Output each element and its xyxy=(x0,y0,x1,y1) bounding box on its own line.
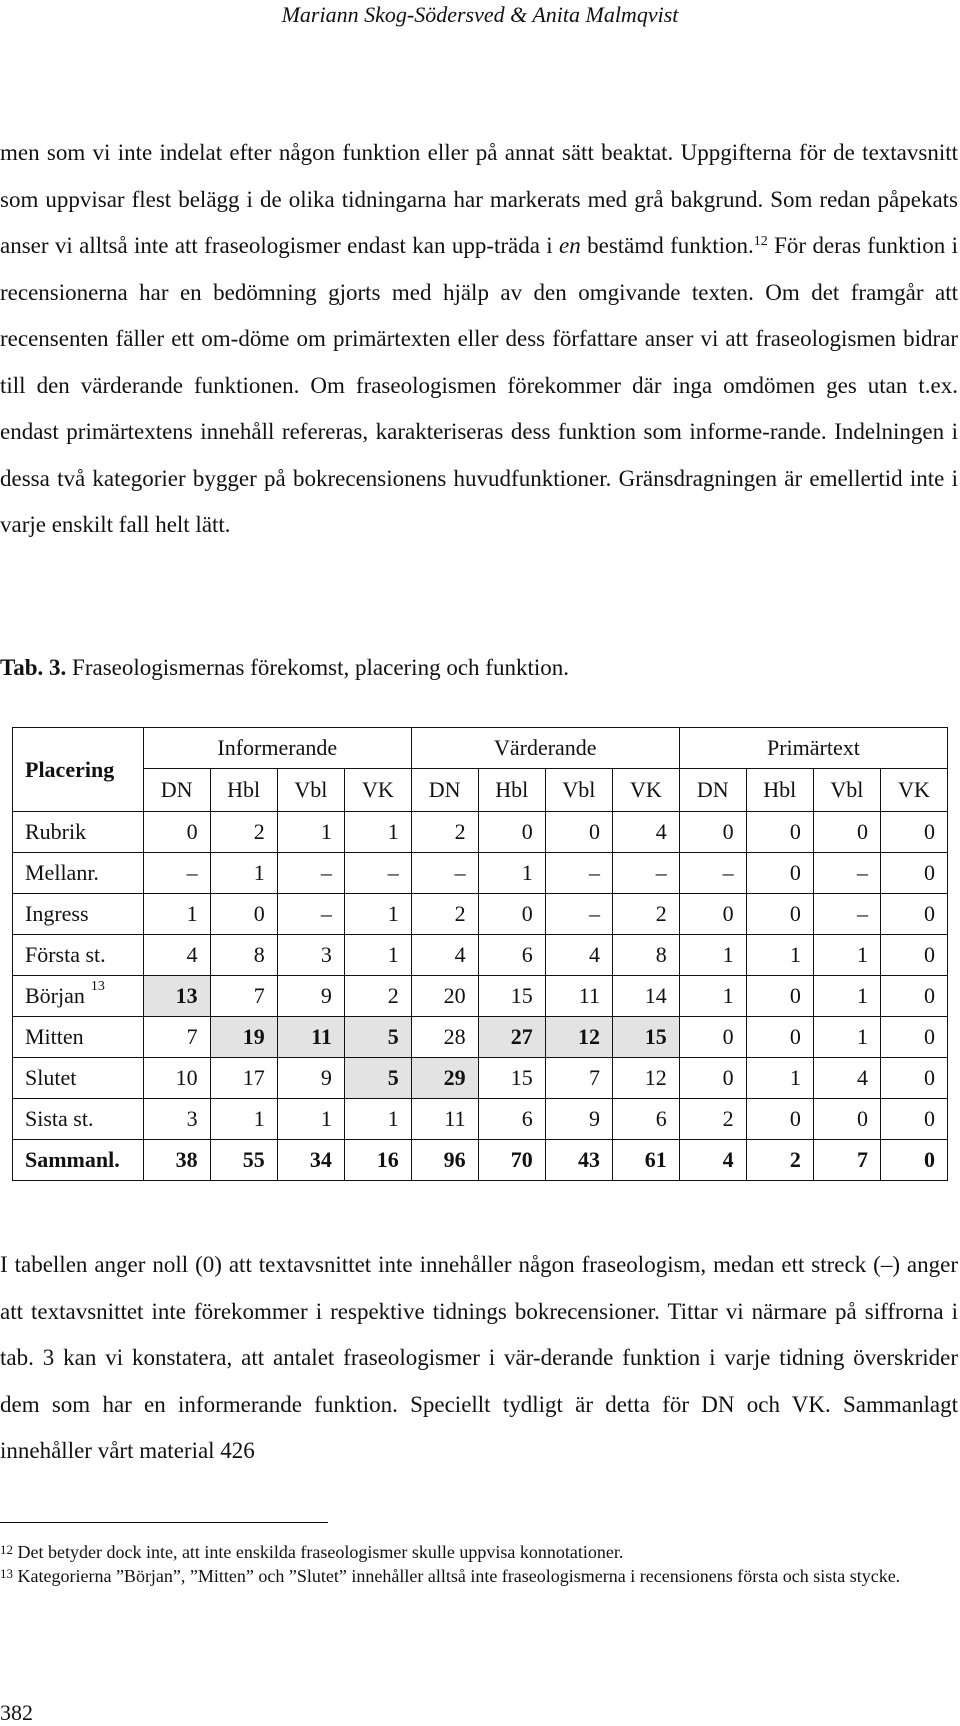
table-cell: 12 xyxy=(612,1058,679,1099)
table-cell: 2 xyxy=(746,1140,813,1181)
table-cell: 4 xyxy=(679,1140,746,1181)
subhead: Hbl xyxy=(746,769,813,812)
row-label xyxy=(13,935,144,976)
table-cell: 38 xyxy=(143,1140,210,1181)
table-cell: 0 xyxy=(880,853,947,894)
table-cell: 2 xyxy=(411,812,478,853)
row-label xyxy=(13,812,144,853)
table-cell: 34 xyxy=(277,1140,344,1181)
table-cell: 6 xyxy=(478,1099,545,1140)
row-label-text: Sammanl. xyxy=(25,1147,120,1172)
table-cell: 0 xyxy=(880,1017,947,1058)
table-cell: 1 xyxy=(344,1099,411,1140)
table-cell: 1 xyxy=(813,1017,880,1058)
table-row xyxy=(13,1017,948,1058)
table-row xyxy=(13,812,948,853)
table-cell: 4 xyxy=(143,935,210,976)
table-cell: 1 xyxy=(210,1099,277,1140)
table-caption-text: Fraseologismernas förekomst, placering och funktion. xyxy=(66,655,569,680)
table-cell: 1 xyxy=(679,935,746,976)
table-cell: 15 xyxy=(478,1058,545,1099)
table-cell: 96 xyxy=(411,1140,478,1181)
table-cell: 6 xyxy=(478,935,545,976)
table-cell: 3 xyxy=(143,1099,210,1140)
placering-header: Placering xyxy=(13,728,144,812)
row-label xyxy=(13,1099,144,1140)
table-cell: 70 xyxy=(478,1140,545,1181)
row-label xyxy=(13,1017,144,1058)
table-cell: – xyxy=(612,853,679,894)
table-cell: 27 xyxy=(478,1017,545,1058)
table-cell: 1 xyxy=(478,853,545,894)
row-label-text: Början xyxy=(25,983,85,1008)
table-row xyxy=(13,976,948,1017)
table-cell: 13 xyxy=(143,976,210,1017)
table-cell: 1 xyxy=(143,894,210,935)
table-cell: 1 xyxy=(746,935,813,976)
table-cell: – xyxy=(277,894,344,935)
table-row xyxy=(13,935,948,976)
table-cell: 61 xyxy=(612,1140,679,1181)
subhead: Hbl xyxy=(478,769,545,812)
table-cell: – xyxy=(813,894,880,935)
footnote-13 xyxy=(0,1564,958,1588)
table-cell: 11 xyxy=(545,976,612,1017)
table-cell: 1 xyxy=(813,976,880,1017)
row-label xyxy=(13,976,144,1017)
table-cell: 0 xyxy=(813,812,880,853)
table-cell: 0 xyxy=(679,1058,746,1099)
subhead: DN xyxy=(679,769,746,812)
table-cell: – xyxy=(679,853,746,894)
body-paragraph-1 xyxy=(0,130,958,549)
table-cell: 2 xyxy=(679,1099,746,1140)
para1-text-a: men som vi inte indelat efter någon funktion eller på annat sätt beaktat. Uppgifterna för de textavsnitt som uppvisar flest belägg i de olika tidningarna har markerats med grå bakgrund. Som redan påpekats anser vi alltså inte att fraseologismer endast kan upp-träda i xyxy=(0,140,958,258)
row-label-text: Mellanr. xyxy=(25,860,99,885)
table-cell: 4 xyxy=(411,935,478,976)
table-cell: 55 xyxy=(210,1140,277,1181)
table-caption-label: Tab. 3. xyxy=(0,655,67,680)
table-cell: 5 xyxy=(344,1017,411,1058)
table-header-row-papers xyxy=(13,769,948,812)
table-cell: 19 xyxy=(210,1017,277,1058)
table-cell: 0 xyxy=(746,894,813,935)
para1-text-b: bestämd funktion. xyxy=(580,233,754,258)
table-cell: 4 xyxy=(612,812,679,853)
table-cell: 1 xyxy=(679,976,746,1017)
footnote-12 xyxy=(0,1540,958,1564)
table-cell: 1 xyxy=(277,1099,344,1140)
row-label-text: Rubrik xyxy=(25,819,87,844)
table-cell: 2 xyxy=(411,894,478,935)
row-label xyxy=(13,1058,144,1099)
table-cell: 20 xyxy=(411,976,478,1017)
table-cell: 1 xyxy=(277,812,344,853)
table-cell: 8 xyxy=(210,935,277,976)
table-cell: 2 xyxy=(612,894,679,935)
table-cell: 7 xyxy=(210,976,277,1017)
table-cell: 3 xyxy=(277,935,344,976)
table-cell: 7 xyxy=(143,1017,210,1058)
table-cell: 2 xyxy=(344,976,411,1017)
table-cell: 0 xyxy=(746,853,813,894)
para1-italic-en: en xyxy=(559,233,581,258)
table-cell: 0 xyxy=(746,976,813,1017)
footnote-ref-12[interactable]: 12 xyxy=(753,234,768,249)
table-cell: 0 xyxy=(880,812,947,853)
table-cell: – xyxy=(545,853,612,894)
table-cell: 11 xyxy=(411,1099,478,1140)
table-cell: 4 xyxy=(545,935,612,976)
table-cell: 28 xyxy=(411,1017,478,1058)
table-cell: 0 xyxy=(880,1140,947,1181)
table-cell: 0 xyxy=(545,812,612,853)
row-label-text: Första st. xyxy=(25,942,106,967)
row-label-text: Sista st. xyxy=(25,1106,94,1131)
table-cell: 15 xyxy=(478,976,545,1017)
table-cell: 7 xyxy=(545,1058,612,1099)
table-cell: 0 xyxy=(210,894,277,935)
table-cell: 0 xyxy=(478,894,545,935)
table-cell: 0 xyxy=(880,894,947,935)
table-cell: 1 xyxy=(344,894,411,935)
table-cell: 11 xyxy=(277,1017,344,1058)
row-label xyxy=(13,894,144,935)
table-cell: 6 xyxy=(612,1099,679,1140)
subhead: VK xyxy=(880,769,947,812)
table-cell: 9 xyxy=(545,1099,612,1140)
table-cell: 10 xyxy=(143,1058,210,1099)
row-label-text: Slutet xyxy=(25,1065,77,1090)
table-row xyxy=(13,1140,948,1181)
table-cell: 0 xyxy=(679,812,746,853)
subhead: DN xyxy=(411,769,478,812)
footnote-number: 12 xyxy=(0,1542,13,1557)
table-row xyxy=(13,894,948,935)
page-number: 382 xyxy=(0,1700,33,1725)
table-caption xyxy=(0,655,569,681)
table-cell: 0 xyxy=(880,935,947,976)
subhead: VK xyxy=(612,769,679,812)
table-cell: 9 xyxy=(277,976,344,1017)
table-cell: 1 xyxy=(746,1058,813,1099)
footnote-text: Det betyder dock inte, att inte enskilda fraseologismer skulle uppvisa konnotationer. xyxy=(13,1542,624,1562)
table-cell: 29 xyxy=(411,1058,478,1099)
table-body xyxy=(13,812,948,1181)
footnote-rule xyxy=(0,1522,328,1523)
table-cell: – xyxy=(277,853,344,894)
body-paragraph-2: I tabellen anger noll (0) att textavsnittet inte innehåller någon fraseologism, medan ett streck (–) anger att textavsnittet inte förekommer i respektive tidnings bokrecensioner. Tittar vi närmare på siffrorna i tab. 3 kan vi konstatera, att antalet fraseologismer i vär-derande funktion i varje tidning överskrider dem som har en informerande funktion. Speciellt tydligt är detta för DN och VK. Sammanlagt innehåller vårt material 426 xyxy=(0,1252,958,1463)
table-cell: – xyxy=(344,853,411,894)
subhead: Vbl xyxy=(277,769,344,812)
subhead: Vbl xyxy=(545,769,612,812)
table-cell: 0 xyxy=(746,1099,813,1140)
table-cell: 0 xyxy=(478,812,545,853)
table-cell: 1 xyxy=(344,935,411,976)
footnote-ref-13[interactable]: 13 xyxy=(90,979,105,994)
table-row xyxy=(13,1058,948,1099)
row-label xyxy=(13,853,144,894)
group-header-varderande: Värderande xyxy=(411,728,679,769)
table-cell: 0 xyxy=(746,812,813,853)
subhead: Vbl xyxy=(813,769,880,812)
table-cell: – xyxy=(411,853,478,894)
table-header-row-groups xyxy=(13,728,948,769)
table-cell: – xyxy=(545,894,612,935)
subhead: Hbl xyxy=(210,769,277,812)
table-cell: 12 xyxy=(545,1017,612,1058)
para1-text-c: För deras funktion i recensionerna har en bedömning gjorts med hjälp av den omgivande texten. Om det framgår att recensenten fäller ett om-döme om primärtexten eller dess författare anser vi att fraseologismen bidrar till den värderande funktionen. Om fraseologismen förekommer där inga omdömen ges utan t.ex. endast primärtextens innehåll refereras, karakteriseras dess funktion som informe-rande. Indelningen i dessa två kategorier bygger på bokrecensionens huvudfunktioner. Gränsdragningen är emellertid inte i varje enskilt fall helt lätt. xyxy=(0,233,958,537)
table-cell: 4 xyxy=(813,1058,880,1099)
row-label xyxy=(13,1140,144,1181)
subhead: VK xyxy=(344,769,411,812)
table-row xyxy=(13,1099,948,1140)
table-cell: 1 xyxy=(344,812,411,853)
table-row xyxy=(13,853,948,894)
table-cell: 0 xyxy=(679,894,746,935)
table-cell: 0 xyxy=(880,976,947,1017)
table-cell: 15 xyxy=(612,1017,679,1058)
frequency-table xyxy=(12,727,948,1181)
footnote-text: Kategorierna ”Början”, ”Mitten” och ”Slutet” innehåller alltså inte fraseologismerna i recensionens första och sista stycke. xyxy=(13,1566,901,1586)
footnote-number: 13 xyxy=(0,1566,13,1581)
group-header-primartext: Primärtext xyxy=(679,728,947,769)
table-cell: 17 xyxy=(210,1058,277,1099)
table-cell: 14 xyxy=(612,976,679,1017)
table-cell: 1 xyxy=(210,853,277,894)
table-cell: 0 xyxy=(143,812,210,853)
table-cell: 0 xyxy=(880,1099,947,1140)
table-cell: 43 xyxy=(545,1140,612,1181)
table-cell: 0 xyxy=(679,1017,746,1058)
table-cell: 8 xyxy=(612,935,679,976)
running-head: Mariann Skog-Södersved & Anita Malmqvist xyxy=(281,2,679,27)
table-cell: 0 xyxy=(813,1099,880,1140)
table-cell: 2 xyxy=(210,812,277,853)
table-cell: 0 xyxy=(880,1058,947,1099)
table-cell: 0 xyxy=(746,1017,813,1058)
group-header-informerande: Informerande xyxy=(143,728,411,769)
row-label-text: Mitten xyxy=(25,1024,84,1049)
table-cell: 9 xyxy=(277,1058,344,1099)
table-cell: 16 xyxy=(344,1140,411,1181)
table-cell: – xyxy=(143,853,210,894)
table-cell: 1 xyxy=(813,935,880,976)
table-cell: 7 xyxy=(813,1140,880,1181)
row-label-text: Ingress xyxy=(25,901,89,926)
subhead: DN xyxy=(143,769,210,812)
table-cell: – xyxy=(813,853,880,894)
table-cell: 5 xyxy=(344,1058,411,1099)
